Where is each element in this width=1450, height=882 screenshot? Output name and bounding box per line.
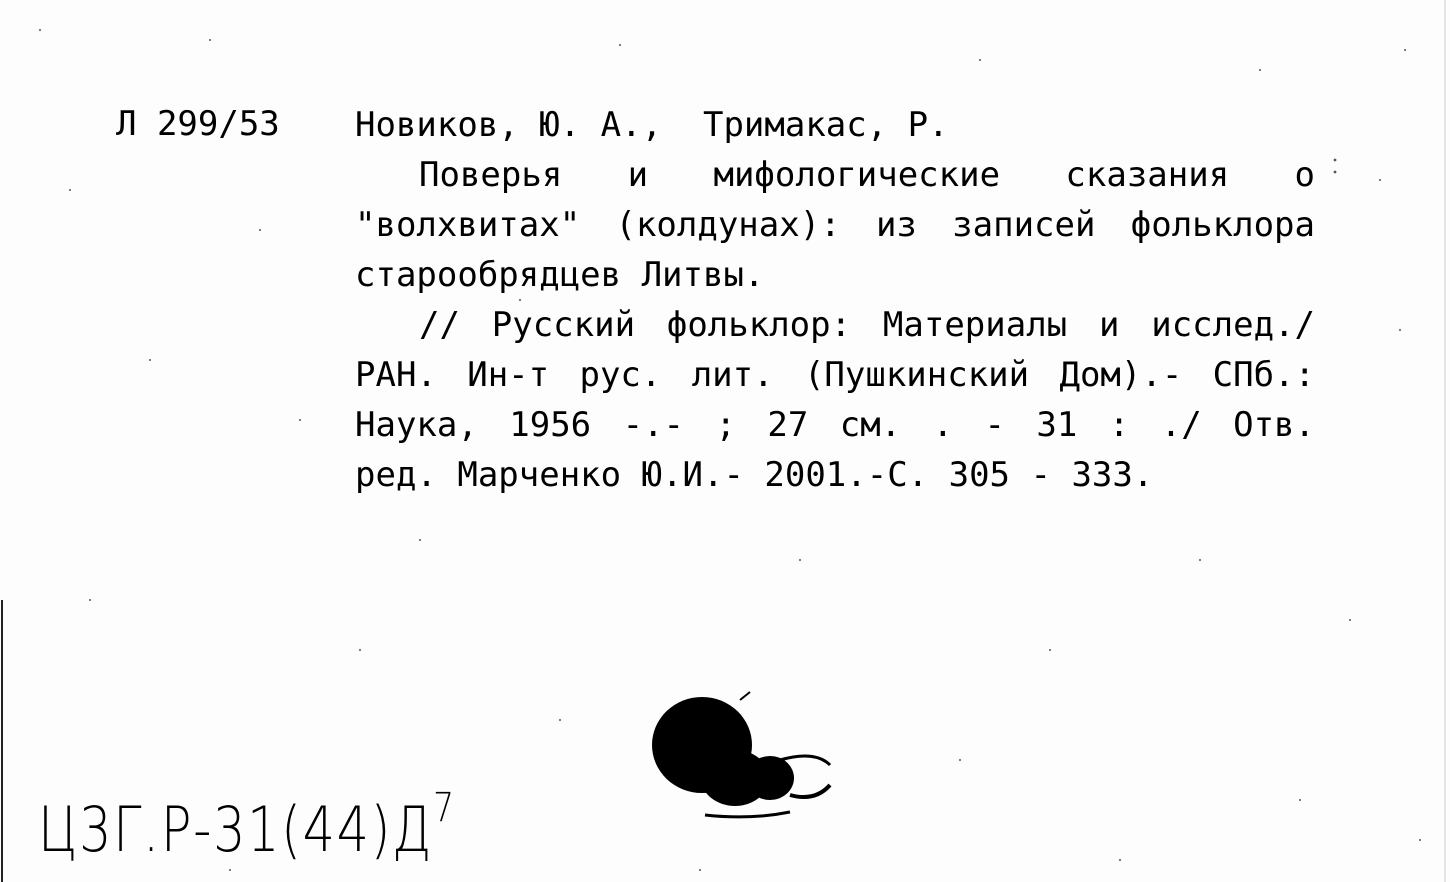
title-line-3: старообрядцев Литвы. xyxy=(355,255,765,295)
shelfmark: Л 299/53 xyxy=(116,104,280,144)
source-line-3: Наука, 1956 -.- ; 27 см. . - 31 : ./ Отв. xyxy=(355,405,1315,445)
source-line-4: ред. Марченко Ю.И.- 2001.-С. 305 - 333. xyxy=(355,455,1154,495)
bibliographic-entry xyxy=(355,100,1315,500)
source-line-1: // Русский фольклор: Материалы и исслед./ xyxy=(419,305,1315,345)
authors: Новиков, Ю. А., Тримакас, Р. xyxy=(355,105,949,145)
source-line-2: РАН. Ин-т рус. лит. (Пушкинский Дом).- СПб.: xyxy=(355,355,1315,395)
handwritten-classification-code xyxy=(38,785,456,866)
title-line-2: "волхвитах" (колдунах): из записей фольклора xyxy=(355,205,1315,245)
handwritten-code-text: Ц3Г.Р-31(44)Д xyxy=(38,793,434,866)
ink-stamp-blot xyxy=(640,690,850,830)
title-line-1: Поверья и мифологические сказания о xyxy=(419,155,1315,195)
handwritten-code-superscript: 7 xyxy=(433,785,456,831)
